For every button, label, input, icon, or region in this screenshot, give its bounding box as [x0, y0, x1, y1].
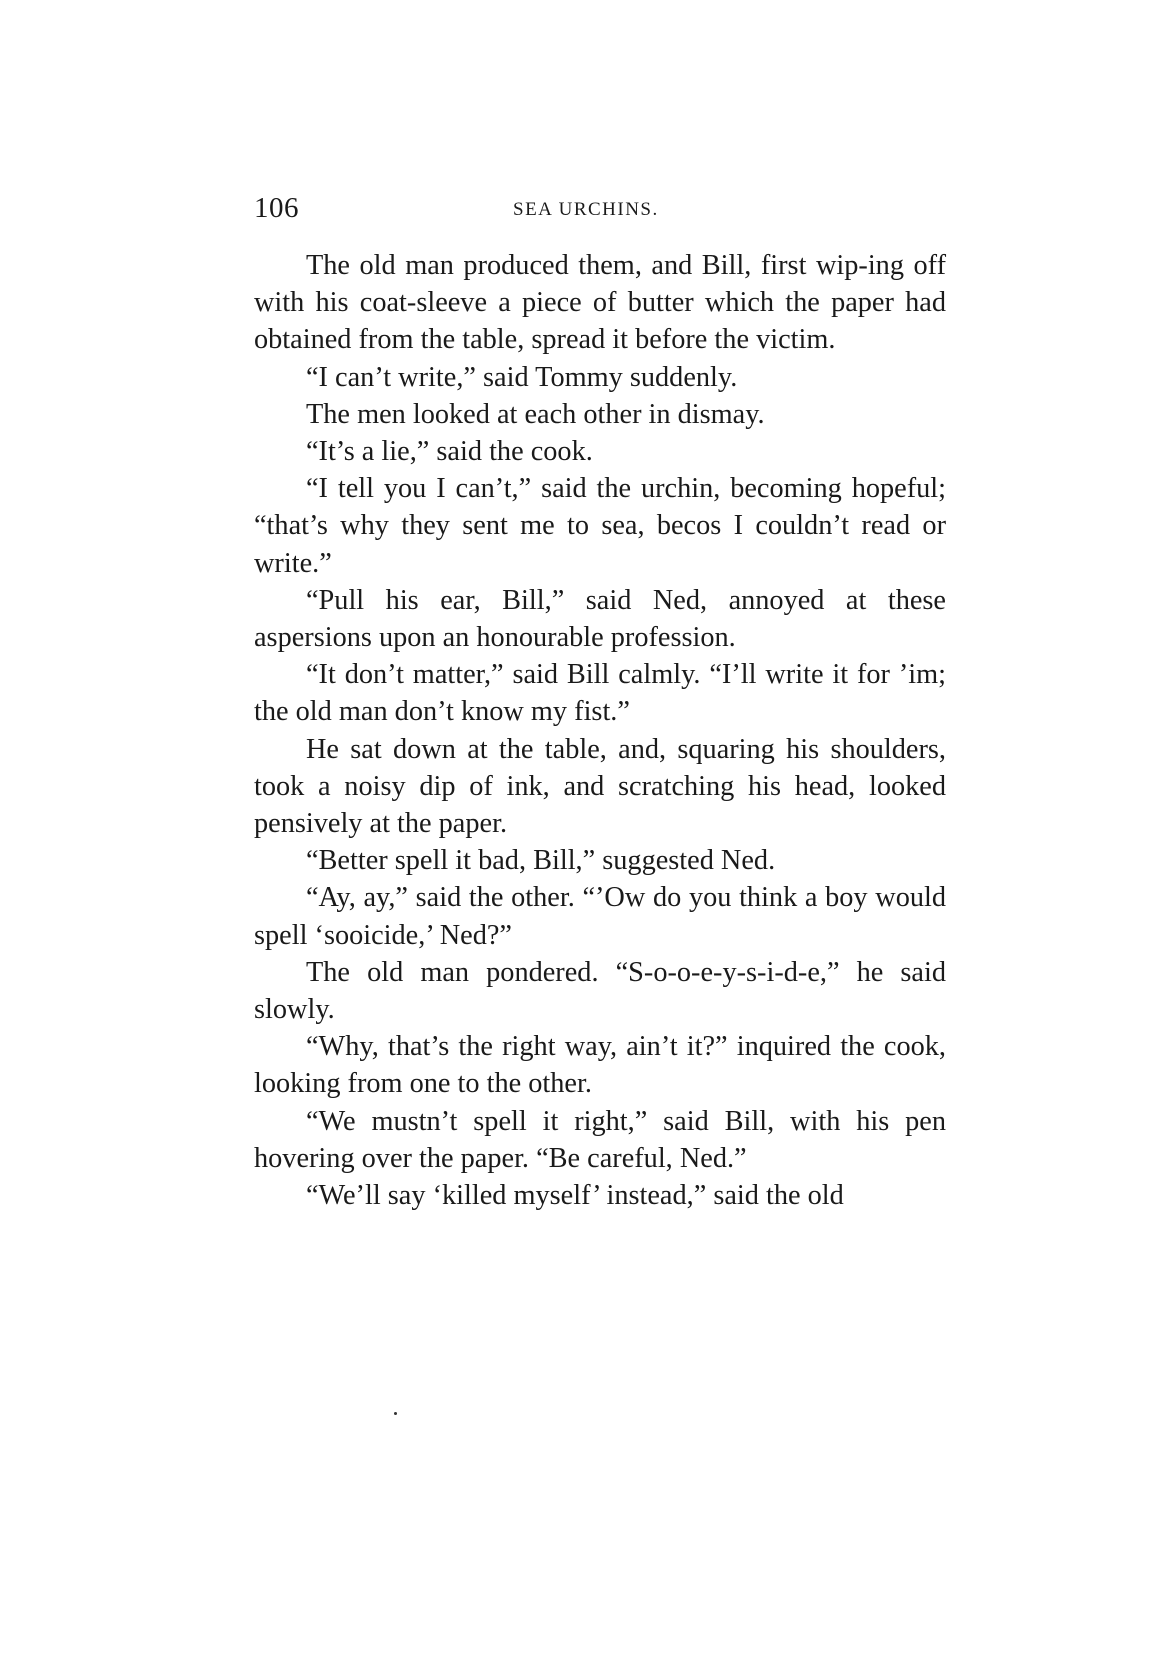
paragraph: The old man pondered. “S-o-o-e-y-s-i-d-e,” he said slowly. — [254, 956, 946, 1026]
paragraph: “I tell you I can’t,” said the urchin, becoming hopeful; “that’s why they sent me to sea, becos I couldn’t read or write.” — [254, 473, 946, 579]
paragraph: “Why, that’s the right way, ain’t it?” inquired the cook, looking from one to the other. — [254, 1031, 946, 1100]
paragraph: The men looked at each other in dismay. — [306, 398, 765, 430]
page-number: 106 — [254, 192, 299, 224]
paragraph: “I can’t write,” said Tommy suddenly. — [306, 361, 738, 393]
paragraph: “Better spell it bad, Bill,” suggested Ned. — [306, 845, 776, 877]
body-text — [254, 247, 946, 1214]
paragraph: He sat down at the table, and, squaring his shoulders, took a noisy dip of ink, and scratching his head, looked pensively at the paper. — [254, 733, 946, 840]
paragraph: “We’ll say ‘killed myself’ instead,” said the old — [306, 1180, 844, 1212]
paragraph: “It don’t matter,” said Bill calmly. “I’ll write it for ’im; the old man don’t know my fist.” — [254, 659, 946, 728]
paragraph: “Pull his ear, Bill,” said Ned, annoyed at these aspersions upon an honourable profession. — [254, 584, 946, 654]
print-speck — [394, 1412, 397, 1415]
paragraph: “Ay, ay,” said the other. “’Ow do you think a boy would spell ‘sooicide,’ Ned?” — [254, 882, 946, 951]
paragraph: “It’s a lie,” said the cook. — [306, 436, 593, 468]
page-header — [254, 188, 946, 228]
paragraph: The old man produced them, and Bill, first wip-ing off with his coat-sleeve a piece of butter which the paper had obtained from the table, spread it before the victim. — [254, 250, 946, 356]
paragraph: “We mustn’t spell it right,” said Bill, with his pen hovering over the paper. “Be careful, Ned.” — [254, 1105, 946, 1174]
running-title: SEA URCHINS. — [513, 199, 659, 220]
